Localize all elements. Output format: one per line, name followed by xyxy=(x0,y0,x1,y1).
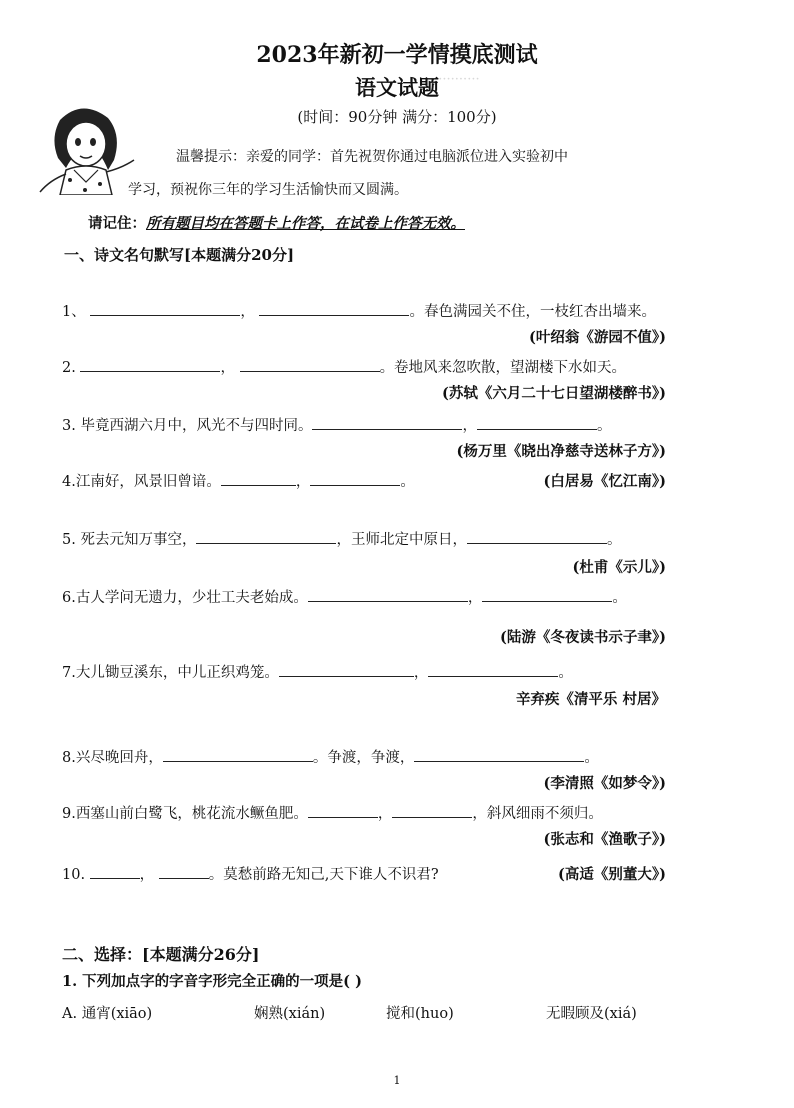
bleed-through-text: ············ xyxy=(430,72,480,87)
notice-text: 所有题目均在答题卡上作答，在试卷上作答无效。 xyxy=(146,215,465,232)
question-9 xyxy=(62,802,603,823)
answer-blank xyxy=(90,301,240,316)
answer-blank xyxy=(392,803,472,818)
question-7 xyxy=(62,661,573,682)
question-text: ， xyxy=(240,304,255,320)
answer-blank xyxy=(308,587,468,602)
tip-line-2: 学习，预祝你三年的学习生活愉快而又圆满。 xyxy=(128,182,408,198)
answer-blank xyxy=(308,803,378,818)
question-1 xyxy=(62,300,656,321)
notice-label: 请记住： xyxy=(88,215,146,232)
exam-subject: 语文试题 xyxy=(355,75,439,100)
question-text: 。卷地风来忽吹散，望湖楼下水如天。 xyxy=(379,360,627,376)
answer-blank xyxy=(428,662,558,677)
question-text: 死去元知万事空， xyxy=(80,532,197,548)
question-text: ，王师北定中原日， xyxy=(336,532,467,548)
answer-blank xyxy=(310,471,400,486)
question-source: (陆游《冬夜读书示子聿》) xyxy=(500,629,666,646)
question-text: ， xyxy=(377,806,393,822)
question-text: 大儿锄豆溪东，中儿正织鸡笼。 xyxy=(75,665,279,681)
question-source: (苏轼《六月二十七日望湖楼醉书》) xyxy=(442,385,666,402)
question-text: 。莫愁前路无知己,天下谁人不识君? xyxy=(208,867,439,883)
question-text: 。春色满园关不住，一枝红杏出墙来。 xyxy=(409,304,656,320)
question-text: 兴尽晚回舟， xyxy=(75,750,163,766)
question-text: ， xyxy=(462,418,477,434)
question-text: 。 xyxy=(584,750,599,766)
question-number: 4. xyxy=(62,474,76,490)
answer-blank xyxy=(163,747,313,762)
question-text: 江南好，风景旧曾谙。 xyxy=(75,474,221,490)
question-text: 。 xyxy=(400,474,415,490)
answer-blank xyxy=(279,662,414,677)
question-10 xyxy=(62,863,439,884)
tip-line-1: 温馨提示：亲爱的同学：首先祝贺你通过电脑派位进入实验初中 xyxy=(176,149,568,165)
question-text: 。 xyxy=(596,418,612,434)
question-source: (杨万里《晓出净慈寺送林子方》) xyxy=(456,443,666,460)
question-number: 1、 xyxy=(62,304,86,320)
question-number: 9. xyxy=(62,806,76,822)
question-2 xyxy=(62,356,626,377)
question-text: ，斜风细雨不须归。 xyxy=(472,806,603,822)
question-number: 6. xyxy=(62,590,76,606)
question-source: (杜甫《示儿》) xyxy=(572,559,666,576)
question-source: (叶绍翁《游园不值》) xyxy=(529,329,666,346)
answer-blank xyxy=(90,864,140,879)
question-source: (张志和《渔歌子》) xyxy=(543,831,666,848)
question-number: 10. xyxy=(62,867,86,883)
question-source: (白居易《忆江南》) xyxy=(543,473,666,490)
option-a-word-4: 无暇顾及(xiá) xyxy=(546,1006,637,1022)
question-6 xyxy=(62,586,627,607)
exam-meta: (时间：90分钟 满分：100分) xyxy=(297,108,497,126)
question-text: 。 xyxy=(606,532,622,548)
answer-blank xyxy=(196,529,336,544)
option-a-word-2: 娴熟(xián) xyxy=(254,1006,326,1022)
question-number: 3. xyxy=(62,418,76,434)
answer-blank xyxy=(312,415,462,430)
question-text: 古人学问无遗力，少壮工夫老始成。 xyxy=(75,590,308,606)
answer-blank xyxy=(414,747,584,762)
question-5 xyxy=(62,528,621,549)
answer-blank xyxy=(221,471,296,486)
page-number: 1 xyxy=(393,1074,401,1087)
question-text: ， xyxy=(467,590,483,606)
question-text: ， xyxy=(220,360,235,376)
option-a: A. 通宵(xiāo) xyxy=(62,1006,153,1022)
question-text: 。 xyxy=(612,590,627,606)
answer-blank xyxy=(482,587,612,602)
question-number: 2. xyxy=(62,360,76,376)
question-number: 8. xyxy=(62,750,76,766)
question-text: 西塞山前白鹭飞，桃花流水鳜鱼肥。 xyxy=(75,806,308,822)
question-text: ， xyxy=(413,665,429,681)
answer-blank xyxy=(259,301,409,316)
question-8 xyxy=(62,746,599,767)
question-text: 。 xyxy=(558,665,573,681)
question-source: 辛弃疾《清平乐 村居》 xyxy=(515,691,666,708)
question-text: ， xyxy=(295,474,311,490)
question-number: 7. xyxy=(62,665,76,681)
girl-mascot-illustration xyxy=(30,100,138,195)
answer-blank xyxy=(467,529,607,544)
answer-blank xyxy=(159,864,209,879)
exam-title: 2023年新初一学情摸底测试 xyxy=(256,42,538,68)
answer-blank xyxy=(240,357,380,372)
question-text: 。争渡，争渡， xyxy=(312,750,415,766)
section-2-title: 二、选择：[本题满分26分] xyxy=(62,945,260,964)
notice xyxy=(88,212,465,233)
question-number: 5. xyxy=(62,532,76,548)
question-source: (高适《别董大》) xyxy=(558,866,666,883)
question-text: ， xyxy=(139,867,155,883)
answer-blank xyxy=(80,357,220,372)
section-1-title: 一、诗文名句默写[本题满分20分] xyxy=(64,246,295,264)
question-4 xyxy=(62,470,415,491)
question-source: (李清照《如梦令》) xyxy=(543,775,666,792)
choice-question-1: 1. 下列加点字的字音字形完全正确的一项是( ) xyxy=(62,973,362,990)
question-text: 毕竟西湖六月中，风光不与四时同。 xyxy=(80,418,313,434)
question-3 xyxy=(62,414,611,435)
answer-blank xyxy=(477,415,597,430)
option-a-word-3: 搅和(huo) xyxy=(386,1006,454,1022)
